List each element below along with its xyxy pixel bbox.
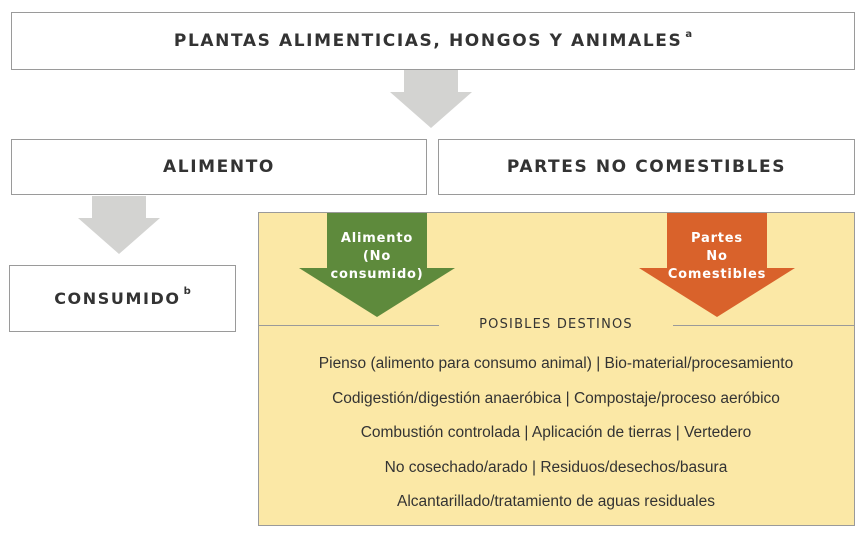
consumed-box — [9, 265, 236, 332]
unconsumed-food-arrow-label: Alimento (No consumido) — [330, 231, 424, 282]
source-box-footnote: a — [685, 28, 693, 40]
destinations-panel — [258, 212, 855, 526]
divider-line — [259, 325, 439, 326]
destination-item: Alcantarillado/tratamiento de aguas residuales — [397, 493, 715, 510]
destination-item: Combustión controlada | Aplicación de tierras | Vertedero — [360, 424, 752, 441]
divider-line — [673, 325, 855, 326]
inedible-parts-box-label: PARTES NO COMESTIBLES — [506, 157, 787, 177]
destination-item: Codigestión/digestión anaeróbica | Compostaje/proceso aeróbico — [332, 389, 780, 407]
consumed-box-label: CONSUMIDO — [54, 289, 181, 308]
consumed-box-footnote: b — [183, 286, 191, 297]
source-box-label: PLANTAS ALIMENTICIAS, HONGOS Y ANIMALES — [173, 31, 683, 51]
inedible-parts-box — [438, 139, 855, 195]
down-arrow-icon — [390, 70, 472, 128]
source-box — [11, 12, 855, 70]
food-box — [11, 139, 427, 195]
food-box-label: ALIMENTO — [163, 157, 275, 177]
down-arrow-icon — [78, 196, 160, 254]
inedible-parts-arrow-label: Partes No Comestibles — [667, 231, 767, 282]
destination-item: No cosechado/arado | Residuos/desechos/basura — [384, 458, 728, 476]
destinations-title: POSIBLES DESTINOS — [479, 317, 633, 332]
destination-item: Pienso (alimento para consumo animal) | Bio-material/procesamiento — [318, 355, 794, 372]
destinations-list — [259, 347, 853, 520]
